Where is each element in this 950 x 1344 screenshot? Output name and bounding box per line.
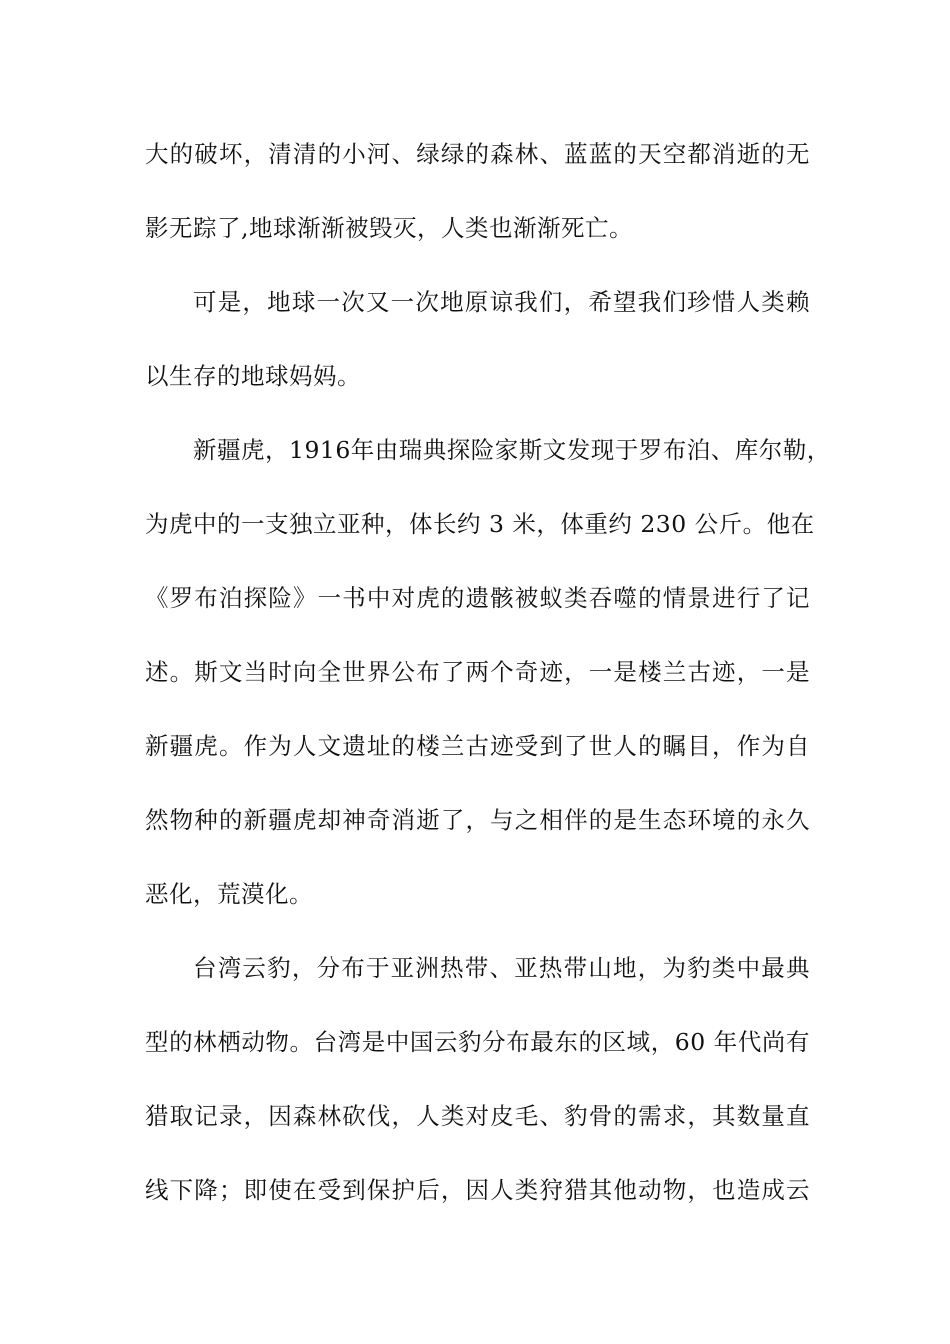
text-line: 《罗布泊探险》一书中对虎的遗骸被蚁类吞噬的情景进行了记 [145, 584, 810, 612]
text-line: 述。斯文当时向全世界公布了两个奇迹，一是楼兰古迹，一是 [145, 658, 810, 686]
text-line: 为虎中的一支独立亚种，体长约 3 米，体重约 230 公斤。他在 [145, 510, 815, 538]
text-line: 线下降；即使在受到保护后，因人类狩猎其他动物，也造成云 [145, 1176, 810, 1204]
text-line: 猎取记录，因森林砍伐，人类对皮毛、豹骨的需求，其数量直 [145, 1102, 810, 1130]
text-line: 大的破坏，清清的小河、绿绿的森林、蓝蓝的天空都消逝的无 [145, 140, 810, 168]
text-line: 台湾云豹，分布于亚洲热带、亚热带山地，为豹类中最典 [193, 954, 810, 982]
text-line: 恶化，荒漠化。 [145, 880, 313, 908]
text-line: 影无踪了,地球渐渐被毁灭，人类也渐渐死亡。 [145, 214, 633, 242]
text-line: 可是，地球一次又一次地原谅我们，希望我们珍惜人类赖 [193, 288, 810, 316]
text-line: 然物种的新疆虎却神奇消逝了，与之相伴的是生态环境的永久 [145, 806, 810, 834]
text-line: 新疆虎，1916年由瑞典探险家斯文发现于罗布泊、库尔勒， [193, 436, 831, 464]
text-line: 以生存的地球妈妈。 [145, 362, 361, 390]
text-line: 新疆虎。作为人文遗址的楼兰古迹受到了世人的瞩目，作为自 [145, 732, 810, 760]
text-line: 型的林栖动物。台湾是中国云豹分布最东的区域，60 年代尚有 [145, 1028, 810, 1056]
